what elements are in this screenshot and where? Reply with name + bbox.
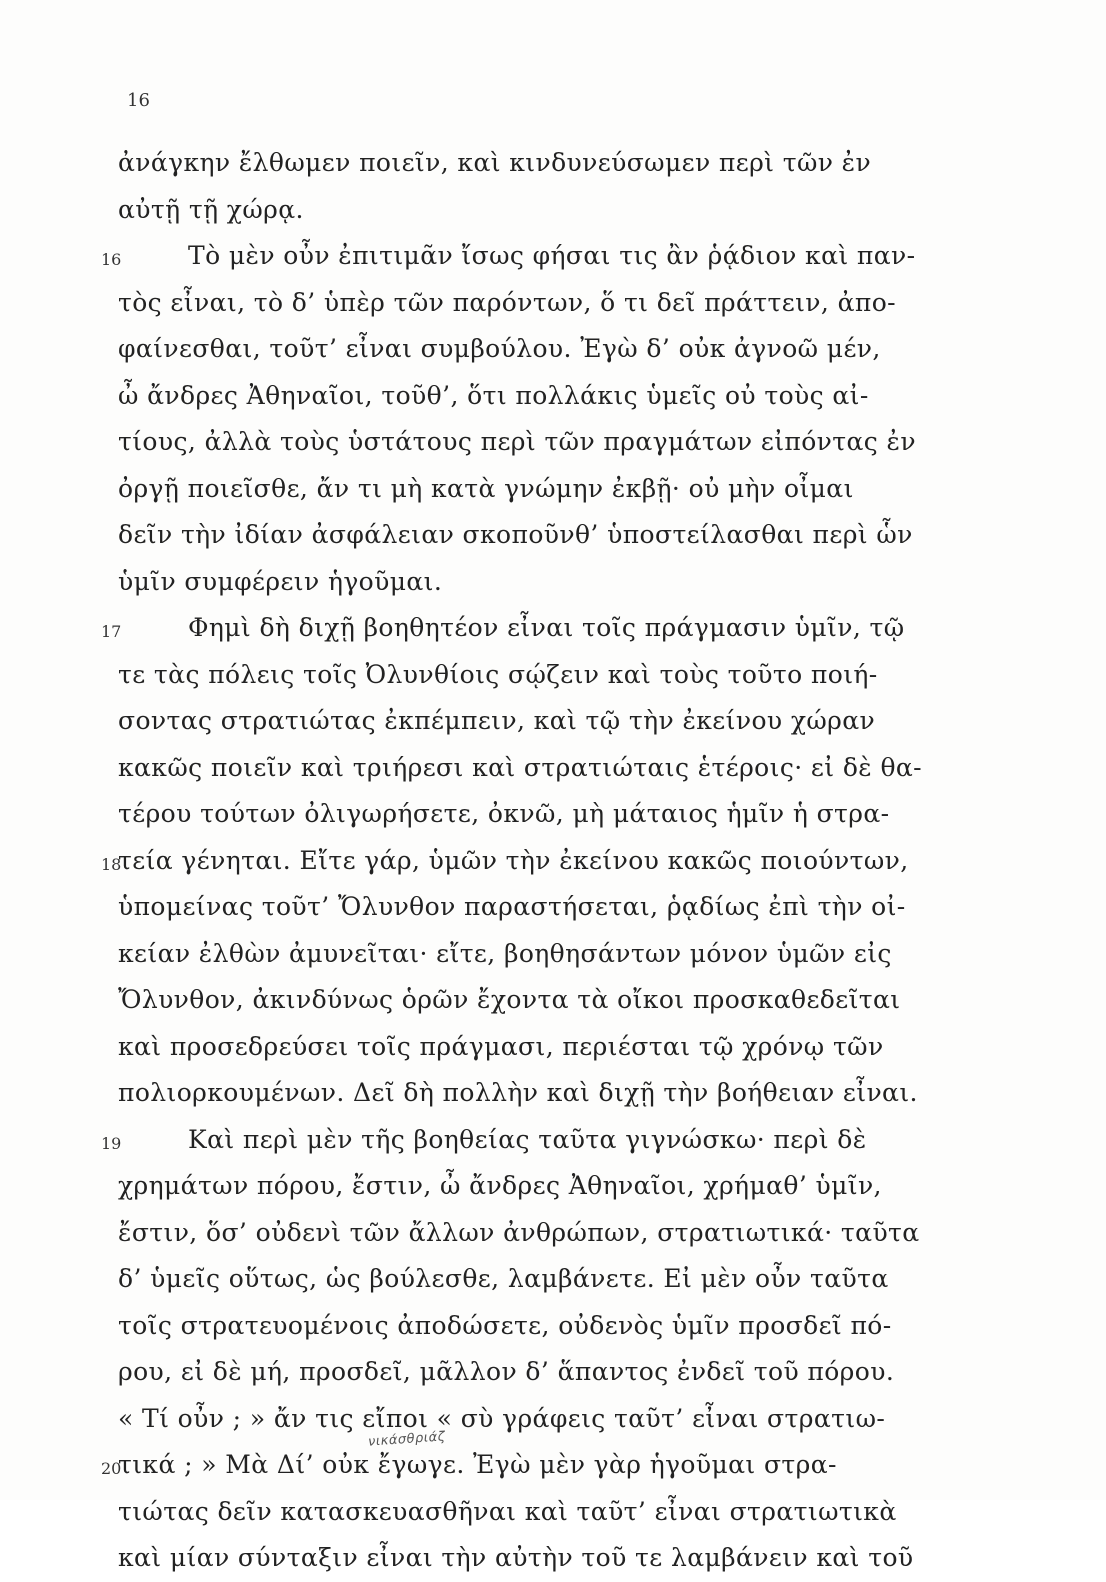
line-text: τὸς εἶναι, τὸ δ’ ὑπὲρ τῶν παρόντων, ὅ τι δεῖ πράττειν, ἀπο- <box>118 287 897 317</box>
line-text: πολιορκουμένων. Δεῖ δὴ πολλὴν καὶ διχῇ τὴν βοήθειαν εἶναι. <box>118 1078 918 1107</box>
line-text: δ’ ὑμεῖς οὕτως, ὡς βούλεσθε, λαμβάνετε. Εἰ μὲν οὖν ταῦτα <box>118 1264 889 1293</box>
text-line <box>118 1024 998 1071</box>
handwritten-annotation: νικάσθριάζ <box>367 1429 446 1450</box>
page-number: 16 <box>127 90 150 111</box>
text-line <box>118 1210 998 1257</box>
line-text: καὶ προσεδρεύσει τοῖς πράγμασι, περιέσται τῷ χρόνῳ τῶν <box>118 1031 884 1061</box>
line-text: Τὸ μὲν οὖν ἐπιτιμᾶν ἴσως φήσαι τις ἂν ῥᾴδιον καὶ παν- <box>188 241 916 270</box>
text-line <box>118 791 998 838</box>
line-text: τέρου τούτων ὀλιγωρήσετε, ὀκνῶ, μὴ μάταιος ἡμῖν ἡ στρα- <box>118 799 890 828</box>
text-line <box>118 652 998 699</box>
line-text: κείαν ἐλθὼν ἀμυνεῖται· εἴτε, βοηθησάντων μόνον ὑμῶν εἰς <box>118 938 892 968</box>
text-line <box>118 745 998 792</box>
text-line <box>118 419 998 466</box>
section-number: 16 <box>101 250 122 269</box>
line-text: φαίνεσθαι, τοῦτ’ εἶναι συμβούλου. Ἐγὼ δ’ οὐκ ἀγνοῶ μέν, <box>118 334 881 363</box>
text-line <box>101 605 998 652</box>
text-line <box>118 931 998 978</box>
line-text: « Τί οὖν ; » ἄν τις εἴποι « σὺ γράφεις ταῦτ’ εἶναι στρατιω- <box>118 1403 886 1433</box>
line-text: τε τὰς πόλεις τοῖς Ὀλυνθίοις σῴζειν καὶ τοὺς τοῦτο ποιή- <box>118 659 878 689</box>
text-line <box>118 466 998 513</box>
section-number: 20 <box>101 1459 122 1478</box>
text-line <box>101 1442 998 1489</box>
line-text: ὀργῇ ποιεῖσθε, ἄν τι μὴ κατὰ γνώμην ἐκβῇ· οὐ μὴν οἶμαι <box>118 473 854 503</box>
text-line <box>118 1349 998 1396</box>
line-text: ἔστιν, ὅσ’ οὐδενὶ τῶν ἄλλων ἀνθρώπων, στρατιωτικά· ταῦτα <box>118 1217 920 1247</box>
line-text: καὶ μίαν σύνταξιν εἶναι τὴν αὐτὴν τοῦ τε λαμβάνειν καὶ τοῦ <box>118 1543 914 1572</box>
text-line <box>118 280 998 327</box>
section-number: 19 <box>101 1133 122 1153</box>
line-text: Φημὶ δὴ διχῇ βοηθητέον εἶναι τοῖς πράγμασιν ὑμῖν, τῷ <box>188 613 905 642</box>
text-line <box>118 140 998 187</box>
text-line <box>101 838 998 885</box>
line-text: ὦ ἄνδρες Ἀθηναῖοι, τοῦθ’, ὅτι πολλάκις ὑμεῖς οὐ τοὺς αἰ- <box>118 380 869 410</box>
line-text: χρημάτων πόρου, ἔστιν, ὦ ἄνδρες Ἀθηναῖοι, χρήμαθ’ ὑμῖν, <box>118 1171 882 1200</box>
line-text: ὑπομείνας τοῦτ’ Ὄλυνθον παραστήσεται, ῥᾳδίως ἐπὶ τὴν οἰ- <box>118 892 906 921</box>
text-line <box>101 233 998 280</box>
text-line <box>118 1535 998 1582</box>
body-text <box>101 140 998 1582</box>
text-line <box>118 977 998 1024</box>
section-number: 18 <box>101 854 122 874</box>
section-number: 17 <box>101 622 122 641</box>
line-text: τοῖς στρατευομένοις ἀποδώσετε, οὐδενὸς ὑμῖν προσδεῖ πό- <box>118 1310 892 1340</box>
line-text: τιώτας δεῖν κατασκευασθῆναι καὶ ταῦτ’ εἶναι στρατιωτικὰ <box>118 1496 897 1526</box>
text-line <box>118 373 998 420</box>
text-line <box>118 326 998 373</box>
text-line <box>118 698 998 745</box>
line-text: δεῖν τὴν ἰδίαν ἀσφάλειαν σκοποῦνθ’ ὑποστείλασθαι περὶ ὧν <box>118 520 913 549</box>
text-line <box>118 1303 998 1350</box>
text-line <box>118 1396 998 1443</box>
text-line <box>118 1256 998 1303</box>
text-line <box>118 512 998 559</box>
line-text: αὐτῇ τῇ χώρᾳ. <box>118 194 304 224</box>
line-text: Ὄλυνθον, ἀκινδύνως ὁρῶν ἔχοντα τὰ οἴκοι προσκαθεδεῖται <box>118 985 901 1014</box>
text-line <box>118 1070 998 1117</box>
line-text: τικά ; » Μὰ Δί’ οὐκ ἔγωγε. Ἐγὼ μὲν γὰρ ἡγοῦμαι στρα- <box>118 1450 837 1479</box>
line-text: τίους, ἀλλὰ τοὺς ὑστάτους περὶ τῶν πραγμάτων εἰπόντας ἐν <box>118 427 916 456</box>
line-text: ἀνάγκην ἔλθωμεν ποιεῖν, καὶ κινδυνεύσωμεν περὶ τῶν ἐν <box>118 148 872 177</box>
line-text: Καὶ περὶ μὲν τῆς βοηθείας ταῦτα γιγνώσκω· περὶ δὲ <box>188 1124 867 1154</box>
line-text: ὑμῖν συμφέρειν ἡγοῦμαι. <box>118 566 443 596</box>
line-text: τεία γένηται. Εἴτε γάρ, ὑμῶν τὴν ἐκείνου κακῶς ποιούντων, <box>118 845 909 875</box>
text-line <box>101 1117 998 1164</box>
text-line <box>118 187 998 234</box>
text-line <box>118 1163 998 1210</box>
line-text: σοντας στρατιώτας ἐκπέμπειν, καὶ τῷ τὴν ἐκείνου χώραν <box>118 706 876 735</box>
text-line <box>118 884 998 931</box>
text-line <box>118 559 998 606</box>
line-text: κακῶς ποιεῖν καὶ τριήρεσι καὶ στρατιώταις ἑτέροις· εἰ δὲ θα- <box>118 752 923 782</box>
text-line <box>118 1489 998 1536</box>
line-text: ρου, εἰ δὲ μή, προσδεῖ, μᾶλλον δ’ ἅπαντος ἐνδεῖ τοῦ πόρου. <box>118 1357 895 1386</box>
